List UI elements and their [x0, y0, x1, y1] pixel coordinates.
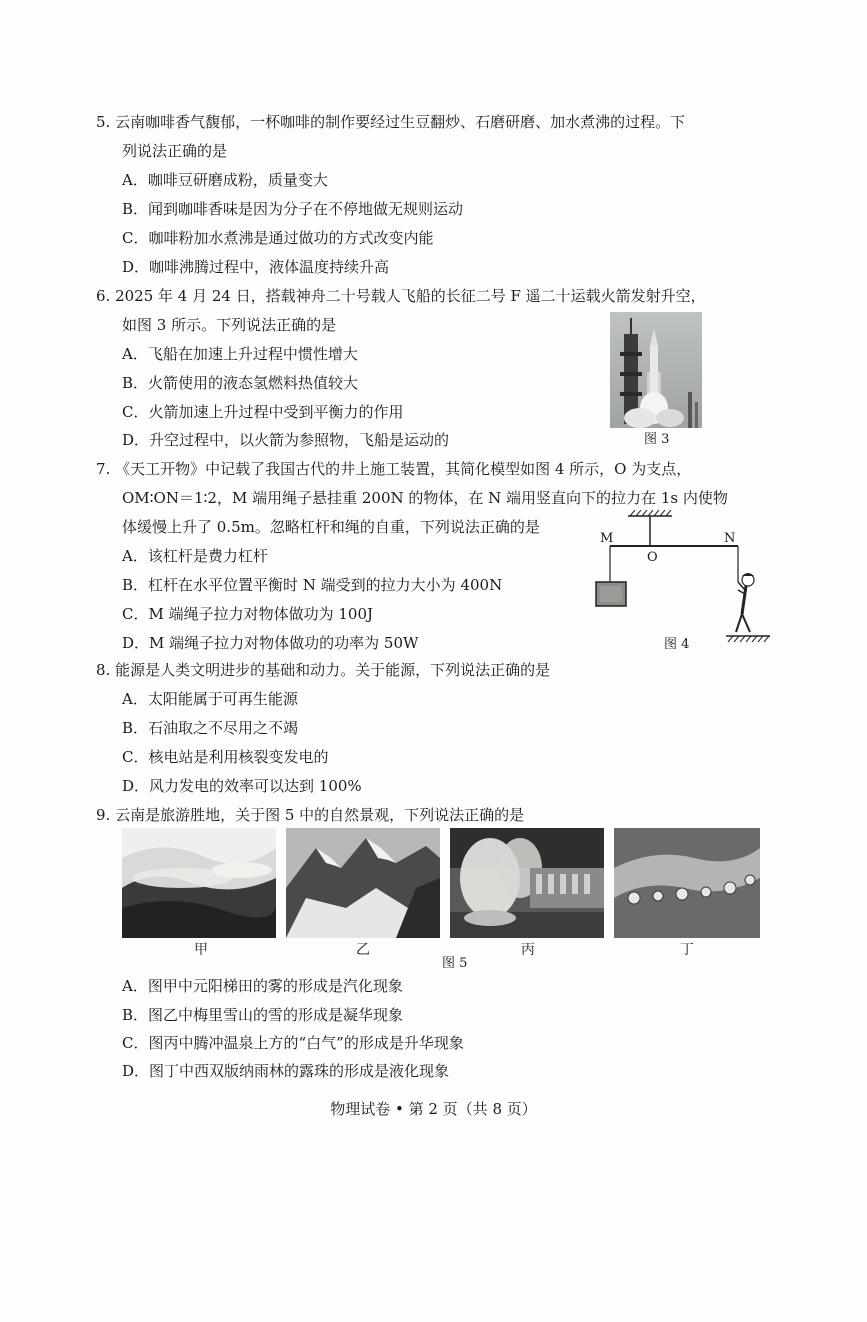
q7-stem-line1	[96, 459, 691, 479]
q5-option-b: B．闻到咖啡香味是因为分子在不停地做无规则运动	[122, 200, 464, 218]
q9-stem-text1: 云南是旅游胜地，关于图 5 中的自然景观，下列说法正确的是	[115, 806, 525, 824]
q9-stem-line1	[96, 805, 524, 825]
figure-5-photo-bing	[450, 828, 604, 938]
q7-option-b: B．杠杆在水平位置平衡时 N 端受到的拉力大小为 400N	[122, 576, 503, 594]
q7-number: 7.	[96, 460, 111, 478]
q8-option-d: D．风力发电的效率可以达到 100%	[122, 777, 362, 795]
q9-option-b: B．图乙中梅里雪山的雪的形成是凝华现象	[122, 1006, 404, 1024]
q5-number: 5.	[96, 113, 111, 131]
page-footer: 物理试卷 • 第 2 页（共 8 页）	[330, 1100, 537, 1118]
q5-option-a: A．咖啡豆研磨成粉，质量变大	[122, 171, 328, 189]
q6-option-d: D．升空过程中，以火箭为参照物，飞船是运动的	[122, 431, 450, 449]
q9-option-a: A．图甲中元阳梯田的雾的形成是汽化现象	[122, 977, 403, 995]
lever-label-n: N	[724, 531, 736, 546]
q5-stem-line2: 列说法正确的是	[122, 142, 228, 160]
lever-label-m: M	[600, 531, 614, 546]
figure-5-photo-jia	[122, 828, 276, 938]
figure-4-lever-diagram	[590, 510, 780, 650]
figure-5-photo-yi	[286, 828, 440, 938]
q9-number: 9.	[96, 806, 111, 824]
q8-stem-text1: 能源是人类文明进步的基础和动力。关于能源，下列说法正确的是	[115, 661, 551, 679]
q6-option-c: C．火箭加速上升过程中受到平衡力的作用	[122, 403, 404, 421]
figure-3-caption: 图 3	[644, 432, 670, 447]
q9-option-d: D．图丁中西双版纳雨林的露珠的形成是液化现象	[122, 1062, 450, 1080]
q8-number: 8.	[96, 661, 111, 679]
q7-stem-line2: OM∶ON＝1∶2，M 端用绳子悬挂重 200N 的物体，在 N 端用竖直向下的拉力在 1s 内使物	[122, 489, 728, 507]
q9-option-c: C．图丙中腾冲温泉上方的“白气”的形成是升华现象	[122, 1034, 464, 1052]
figure-5-photo-ding	[614, 828, 760, 938]
q6-option-a: A．飞船在加速上升过程中惯性增大	[122, 345, 358, 363]
figure-3-rocket-photo	[610, 312, 702, 428]
q8-option-b: B．石油取之不尽用之不竭	[122, 719, 299, 737]
q5-stem-text1: 云南咖啡香气馥郁，一杯咖啡的制作要经过生豆翻炒、石磨研磨、加水煮沸的过程。下	[115, 113, 686, 131]
q6-option-b: B．火箭使用的液态氢燃料热值较大	[122, 374, 359, 392]
figure-5-label-ding: 丁	[680, 942, 694, 958]
q7-stem-line3: 体缓慢上升了 0.5m。忽略杠杆和绳的自重，下列说法正确的是	[122, 518, 540, 536]
q5-option-d: D．咖啡沸腾过程中，液体温度持续升高	[122, 258, 390, 276]
q6-stem-line1	[96, 286, 706, 306]
figure-5-label-jia: 甲	[194, 942, 208, 958]
figure-5-label-yi: 乙	[356, 942, 370, 958]
q7-option-d: D．M 端绳子拉力对物体做功的功率为 50W	[122, 634, 419, 652]
figure-5-label-bing: 丙	[521, 942, 535, 958]
q7-option-c: C．M 端绳子拉力对物体做功为 100J	[122, 605, 374, 623]
q5-stem-line1	[96, 112, 685, 132]
q7-stem-text1: 《天工开物》中记载了我国古代的井上施工装置，其简化模型如图 4 所示，O 为支点，	[115, 460, 692, 478]
q8-stem-line1	[96, 660, 550, 680]
q7-option-a: A．该杠杆是费力杠杆	[122, 547, 268, 565]
figure-5-caption: 图 5	[442, 956, 468, 971]
q6-stem-line2: 如图 3 所示。下列说法正确的是	[122, 316, 337, 334]
q8-option-c: C．核电站是利用核裂变发电的	[122, 748, 329, 766]
q6-number: 6.	[96, 287, 111, 305]
lever-label-o: O	[647, 550, 658, 565]
figure-4-caption: 图 4	[664, 637, 690, 652]
q8-option-a: A．太阳能属于可再生能源	[122, 690, 298, 708]
q5-option-c: C．咖啡粉加水煮沸是通过做功的方式改变内能	[122, 229, 434, 247]
q6-stem-text1: 2025 年 4 月 24 日，搭载神舟二十号载人飞船的长征二号 F 遥二十运载火箭发射升空，	[115, 287, 706, 305]
